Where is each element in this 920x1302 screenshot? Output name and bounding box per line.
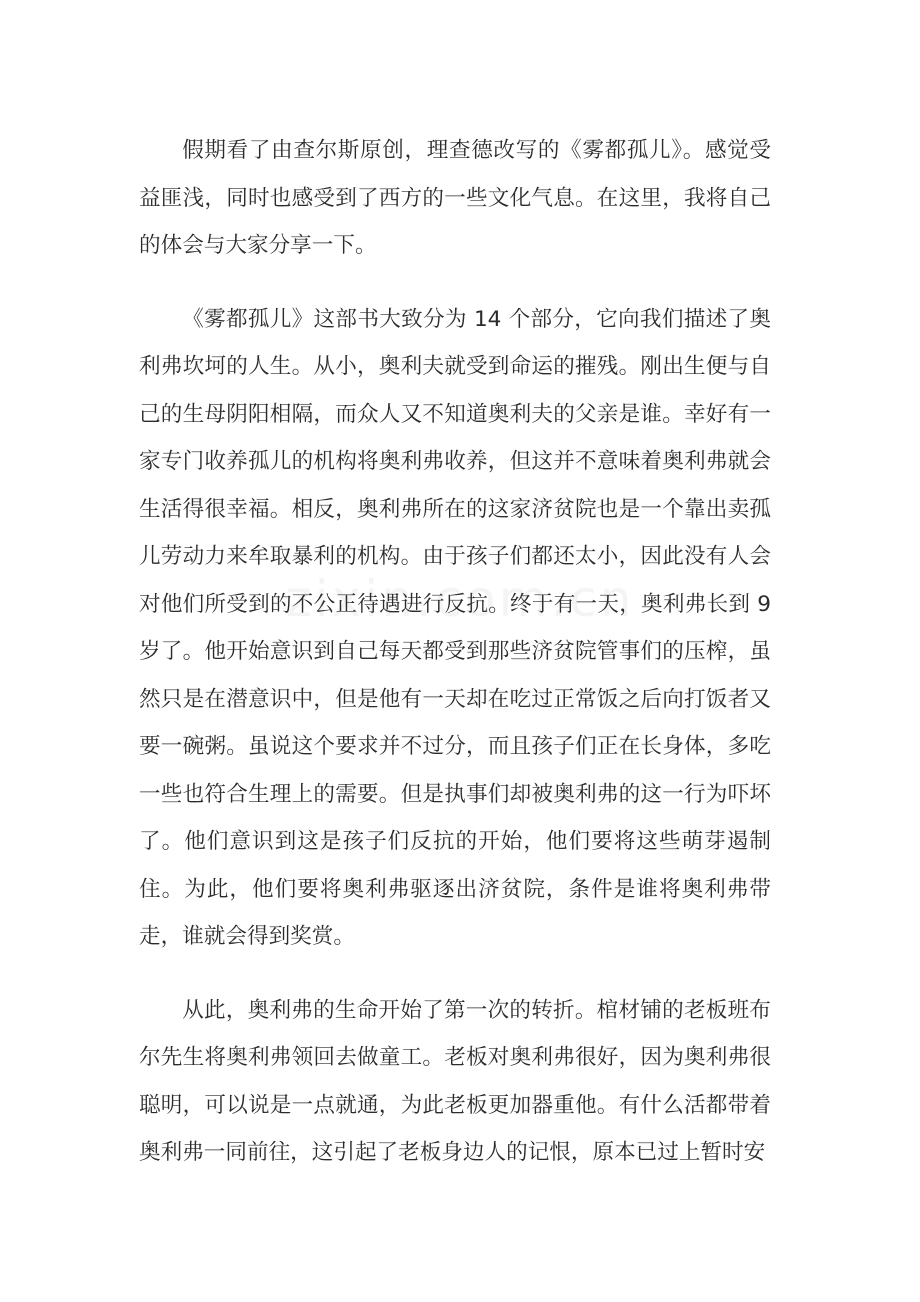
paragraph-1: 假期看了由查尔斯原创，理查德改写的《雾都孤儿》。感觉受益匪浅，同时也感受到了西方的一些文化气息。在这里，我将自己的体会与大家分享一下。 [139, 138, 771, 258]
document-body [139, 127, 771, 1203]
paragraph-2: 《雾都孤儿》这部书大致分为 14 个部分，它向我们描述了奥利弗坎坷的人生。从小，奥利夫就受到命运的摧残。刚出生便与自己的生母阴阳相隔，而众人又不知道奥利夫的父亲是谁。幸好有一家专门收养孤儿的机构将奥利弗收养，但这并不意味着奥利弗就会生活得很幸福。相反，奥利弗所在的这家济贫院也是一个靠出卖孤儿劳动力来牟取暴利的机构。由于孩子们都还太小，因此没有人会对他们所受到的不公正待遇进行反抗。终于有一天，奥利弗长到 9 岁了。他开始意识到自己每天都受到那些济贫院管事们的压榨，虽然只是在潜意识中，但是他有一天却在吃过正常饭之后向打饭者又要一碗粥。虽说这个要求并不过分，而且孩子们正在长身体，多吃一些也符合生理上的需要。但是执事们却被奥利弗的这一行为吓坏了。他们意识到这是孩子们反抗的开始，他们要将这些萌芽遏制住。为此，他们要将奥利弗驱逐出济贫院，条件是谁将奥利弗带走，谁就会得到奖赏。 [139, 306, 771, 949]
paragraph-3: 从此，奥利弗的生命开始了第一次的转折。棺材铺的老板班布尔先生将奥利弗领回去做童工。老板对奥利弗很好，因为奥利弗很聪明，可以说是一点就通，为此老板更加器重他。有什么活都带着奥利弗一同前往，这引起了老板身边人的记恨，原本已过上暂时安 [139, 997, 771, 1165]
